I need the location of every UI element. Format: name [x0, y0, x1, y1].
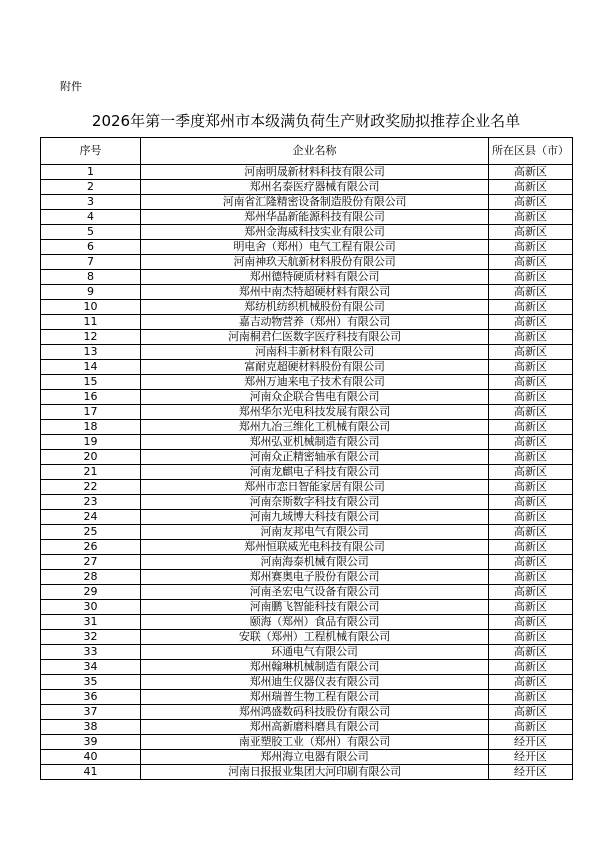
cell-district: 高新区 — [489, 420, 573, 435]
cell-index: 9 — [41, 285, 141, 300]
table-row — [41, 570, 573, 585]
table-row — [41, 750, 573, 765]
cell-district: 高新区 — [489, 180, 573, 195]
cell-company: 郑州市恋日智能家居有限公司 — [141, 480, 489, 495]
table-row — [41, 270, 573, 285]
table-row — [41, 675, 573, 690]
cell-index: 1 — [41, 165, 141, 180]
cell-company: 河南科丰新材料有限公司 — [141, 345, 489, 360]
cell-index: 25 — [41, 525, 141, 540]
cell-district: 高新区 — [489, 720, 573, 735]
table-row — [41, 240, 573, 255]
cell-company: 河南龙麒电子科技有限公司 — [141, 465, 489, 480]
cell-company: 郑州万迪来电子技术有限公司 — [141, 375, 489, 390]
cell-index: 16 — [41, 390, 141, 405]
cell-index: 5 — [41, 225, 141, 240]
cell-company: 河南明晟新材料科技有限公司 — [141, 165, 489, 180]
table-row — [41, 705, 573, 720]
cell-index: 41 — [41, 765, 141, 780]
table-row — [41, 630, 573, 645]
table-row — [41, 300, 573, 315]
cell-company: 郑州名泰医疗器械有限公司 — [141, 180, 489, 195]
cell-district: 高新区 — [489, 255, 573, 270]
cell-index: 33 — [41, 645, 141, 660]
cell-index: 4 — [41, 210, 141, 225]
table-row — [41, 690, 573, 705]
cell-district: 高新区 — [489, 555, 573, 570]
cell-index: 32 — [41, 630, 141, 645]
cell-district: 高新区 — [489, 645, 573, 660]
table-row — [41, 450, 573, 465]
cell-company: 郑州迪生仪器仪表有限公司 — [141, 675, 489, 690]
table-row — [41, 615, 573, 630]
cell-company: 河南海泰机械有限公司 — [141, 555, 489, 570]
table-row — [41, 390, 573, 405]
cell-company: 郑州金海威科技实业有限公司 — [141, 225, 489, 240]
cell-district: 高新区 — [489, 300, 573, 315]
cell-district: 高新区 — [489, 690, 573, 705]
cell-district: 高新区 — [489, 210, 573, 225]
cell-district: 高新区 — [489, 315, 573, 330]
cell-index: 35 — [41, 675, 141, 690]
cell-company: 河南友邦电气有限公司 — [141, 525, 489, 540]
cell-index: 20 — [41, 450, 141, 465]
cell-company: 河南九域博大科技有限公司 — [141, 510, 489, 525]
cell-district: 高新区 — [489, 630, 573, 645]
cell-district: 高新区 — [489, 465, 573, 480]
cell-district: 高新区 — [489, 510, 573, 525]
cell-index: 26 — [41, 540, 141, 555]
cell-district: 高新区 — [489, 435, 573, 450]
cell-company: 安联（郑州）工程机械有限公司 — [141, 630, 489, 645]
cell-index: 18 — [41, 420, 141, 435]
table-row — [41, 720, 573, 735]
table-row — [41, 465, 573, 480]
cell-index: 22 — [41, 480, 141, 495]
cell-index: 13 — [41, 345, 141, 360]
cell-index: 17 — [41, 405, 141, 420]
cell-company: 河南日报报业集团大河印刷有限公司 — [141, 765, 489, 780]
header-company: 企业名称 — [141, 138, 489, 165]
cell-company: 环通电气有限公司 — [141, 645, 489, 660]
cell-index: 3 — [41, 195, 141, 210]
cell-index: 23 — [41, 495, 141, 510]
cell-district: 高新区 — [489, 330, 573, 345]
table-row — [41, 525, 573, 540]
table-row — [41, 210, 573, 225]
cell-index: 6 — [41, 240, 141, 255]
cell-index: 15 — [41, 375, 141, 390]
cell-index: 36 — [41, 690, 141, 705]
table-row — [41, 510, 573, 525]
cell-index: 7 — [41, 255, 141, 270]
cell-district: 高新区 — [489, 450, 573, 465]
cell-index: 34 — [41, 660, 141, 675]
table-row — [41, 195, 573, 210]
cell-district: 经开区 — [489, 735, 573, 750]
cell-index: 11 — [41, 315, 141, 330]
table-row — [41, 360, 573, 375]
cell-district: 高新区 — [489, 495, 573, 510]
cell-company: 郑州翰琳机械制造有限公司 — [141, 660, 489, 675]
table-row — [41, 255, 573, 270]
table-row — [41, 555, 573, 570]
cell-company: 郑州中南杰特超硬材料有限公司 — [141, 285, 489, 300]
cell-district: 高新区 — [489, 540, 573, 555]
cell-district: 高新区 — [489, 195, 573, 210]
cell-district: 高新区 — [489, 585, 573, 600]
cell-company: 郑州华尔光电科技发展有限公司 — [141, 405, 489, 420]
cell-company: 郑州赛奥电子股份有限公司 — [141, 570, 489, 585]
cell-district: 高新区 — [489, 675, 573, 690]
table-row — [41, 495, 573, 510]
cell-company: 郑州华晶新能源科技有限公司 — [141, 210, 489, 225]
cell-company: 河南奈斯数字科技有限公司 — [141, 495, 489, 510]
cell-company: 郑州弘亚机械制造有限公司 — [141, 435, 489, 450]
cell-company: 嘉吉动物营养（郑州）有限公司 — [141, 315, 489, 330]
cell-district: 高新区 — [489, 405, 573, 420]
cell-index: 19 — [41, 435, 141, 450]
table-row — [41, 420, 573, 435]
table-header-row — [41, 138, 573, 165]
header-index: 序号 — [41, 138, 141, 165]
cell-company: 河南桐君仁医数字医疗科技有限公司 — [141, 330, 489, 345]
cell-index: 28 — [41, 570, 141, 585]
cell-index: 2 — [41, 180, 141, 195]
cell-index: 8 — [41, 270, 141, 285]
cell-district: 高新区 — [489, 225, 573, 240]
cell-company: 河南省汇隆精密设备制造股份有限公司 — [141, 195, 489, 210]
cell-company: 郑州恒联威光电科技有限公司 — [141, 540, 489, 555]
cell-index: 30 — [41, 600, 141, 615]
cell-index: 10 — [41, 300, 141, 315]
cell-company: 郑州九冶三维化工机械有限公司 — [141, 420, 489, 435]
cell-company: 富耐克超硬材料股份有限公司 — [141, 360, 489, 375]
table-row — [41, 435, 573, 450]
attachment-label: 附件 — [60, 80, 82, 93]
cell-district: 高新区 — [489, 570, 573, 585]
cell-index: 39 — [41, 735, 141, 750]
cell-district: 高新区 — [489, 270, 573, 285]
cell-district: 高新区 — [489, 390, 573, 405]
cell-company: 河南鹏飞智能科技有限公司 — [141, 600, 489, 615]
cell-index: 40 — [41, 750, 141, 765]
cell-index: 29 — [41, 585, 141, 600]
cell-company: 明电舍（郑州）电气工程有限公司 — [141, 240, 489, 255]
table-row — [41, 225, 573, 240]
cell-company: 郑州瑞普生物工程有限公司 — [141, 690, 489, 705]
header-district: 所在区县（市） — [489, 138, 573, 165]
table-row — [41, 585, 573, 600]
table-body — [41, 165, 573, 780]
cell-district: 高新区 — [489, 240, 573, 255]
cell-district: 高新区 — [489, 615, 573, 630]
cell-district: 高新区 — [489, 660, 573, 675]
cell-company: 郑州德特硬质材料有限公司 — [141, 270, 489, 285]
cell-index: 21 — [41, 465, 141, 480]
cell-index: 27 — [41, 555, 141, 570]
table-row — [41, 645, 573, 660]
table-row — [41, 540, 573, 555]
cell-company: 河南圣宏电气设备有限公司 — [141, 585, 489, 600]
table-row — [41, 180, 573, 195]
table-row — [41, 480, 573, 495]
table-row — [41, 345, 573, 360]
cell-index: 38 — [41, 720, 141, 735]
cell-company: 郑州高新磨料磨具有限公司 — [141, 720, 489, 735]
cell-company: 南亚塑胶工业（郑州）有限公司 — [141, 735, 489, 750]
table-row — [41, 165, 573, 180]
table-row — [41, 660, 573, 675]
cell-index: 31 — [41, 615, 141, 630]
table-row — [41, 405, 573, 420]
cell-district: 经开区 — [489, 750, 573, 765]
cell-district: 高新区 — [489, 705, 573, 720]
cell-district: 高新区 — [489, 600, 573, 615]
cell-district: 高新区 — [489, 480, 573, 495]
cell-company: 河南众企联合售电有限公司 — [141, 390, 489, 405]
cell-district: 高新区 — [489, 525, 573, 540]
cell-district: 高新区 — [489, 285, 573, 300]
cell-index: 24 — [41, 510, 141, 525]
table-row — [41, 735, 573, 750]
cell-company: 郑纺机纺织机械股份有限公司 — [141, 300, 489, 315]
table-row — [41, 285, 573, 300]
cell-company: 河南神玖天航新材料股份有限公司 — [141, 255, 489, 270]
table-row — [41, 315, 573, 330]
cell-district: 高新区 — [489, 360, 573, 375]
cell-index: 14 — [41, 360, 141, 375]
page-title: 2026年第一季度郑州市本级满负荷生产财政奖励拟推荐企业名单 — [91, 112, 521, 130]
cell-company: 郑州海立电器有限公司 — [141, 750, 489, 765]
cell-district: 高新区 — [489, 345, 573, 360]
cell-company: 河南众正精密轴承有限公司 — [141, 450, 489, 465]
table-row — [41, 600, 573, 615]
table-row — [41, 765, 573, 780]
cell-district: 高新区 — [489, 165, 573, 180]
cell-company: 郑州鸿盛数码科技股份有限公司 — [141, 705, 489, 720]
cell-index: 37 — [41, 705, 141, 720]
cell-index: 12 — [41, 330, 141, 345]
cell-company: 颐海（郑州）食品有限公司 — [141, 615, 489, 630]
cell-district: 高新区 — [489, 375, 573, 390]
table-row — [41, 330, 573, 345]
company-table — [40, 137, 573, 780]
cell-district: 经开区 — [489, 765, 573, 780]
table-row — [41, 375, 573, 390]
